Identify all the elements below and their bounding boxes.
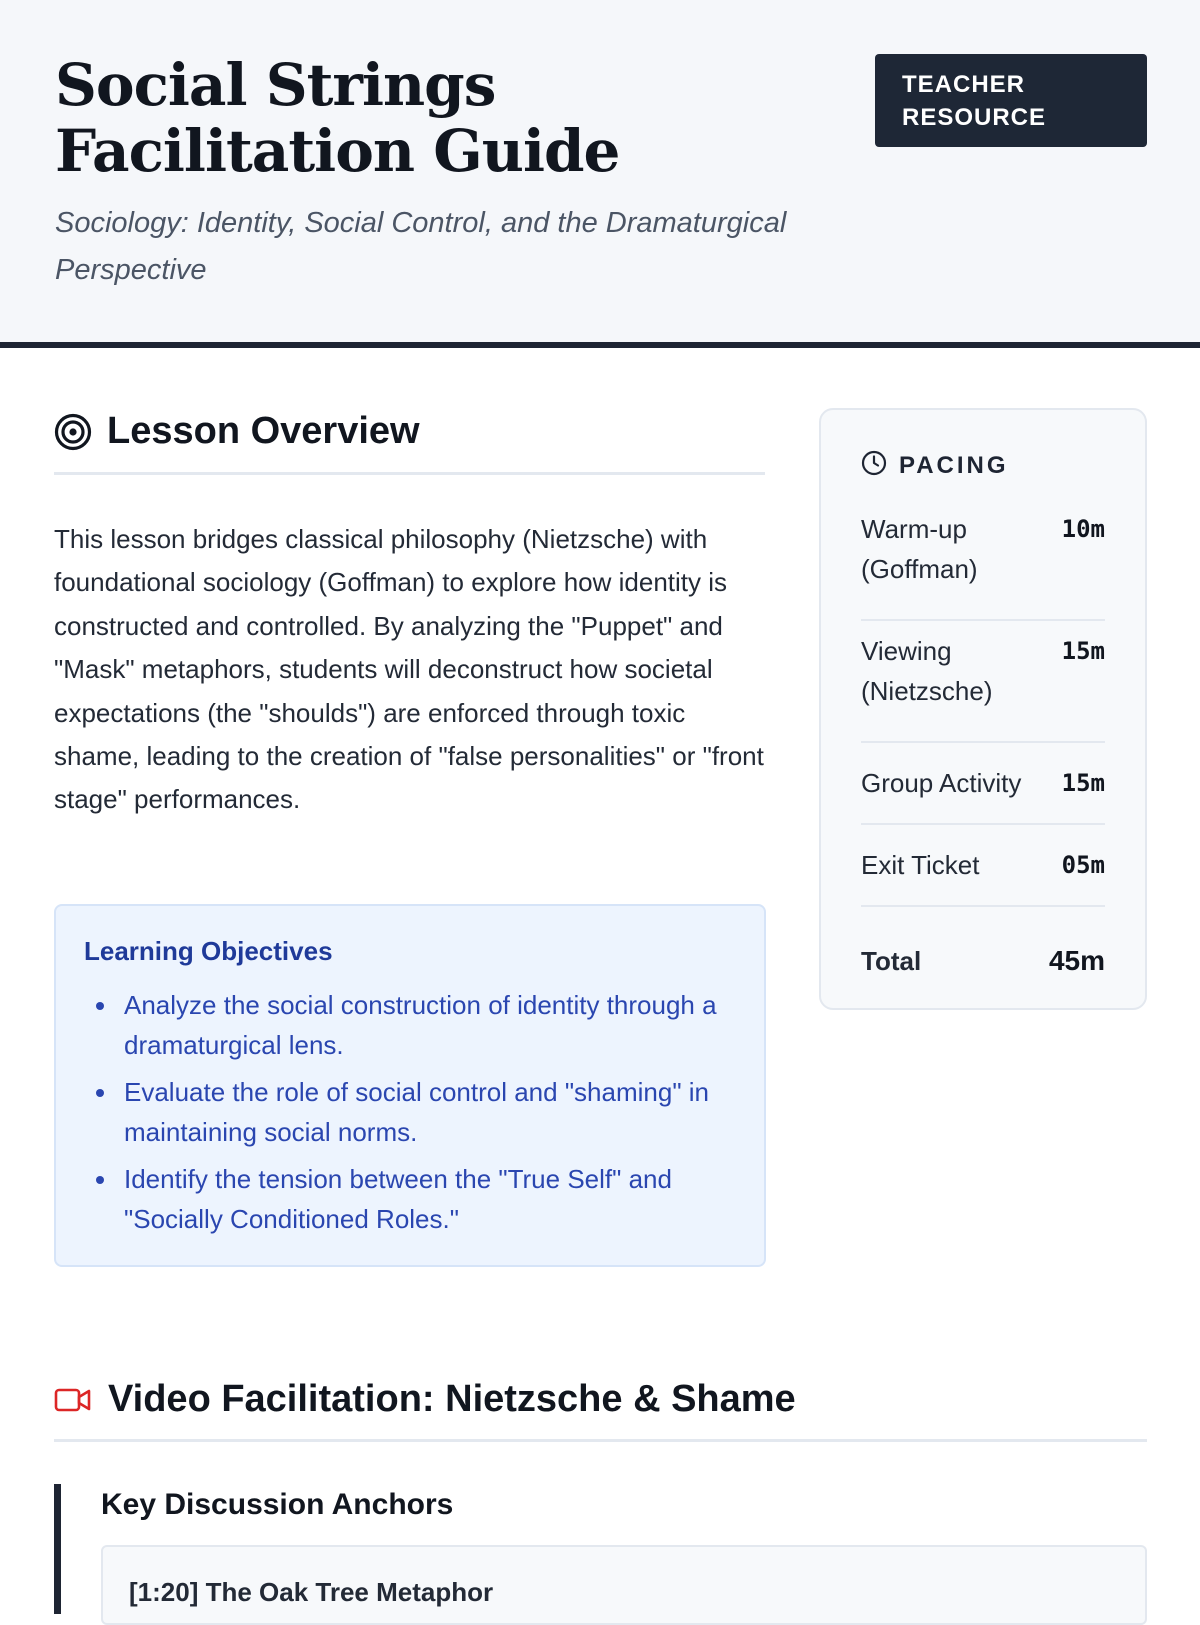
pacing-row (861, 621, 1105, 743)
learning-objectives-list (84, 985, 736, 1239)
video-facilitation-header (54, 1378, 796, 1421)
learning-objectives-title: Learning Objectives (84, 936, 333, 966)
pacing-total-label: Total (861, 946, 922, 976)
page-header (0, 0, 1200, 348)
video-facilitation-heading: Video Facilitation: Nietzsche & Shame (108, 1378, 796, 1420)
discussion-anchor-card (101, 1545, 1147, 1625)
discussion-anchor-title: [1:20] The Oak Tree Metaphor (129, 1577, 494, 1607)
pacing-row (861, 825, 1105, 907)
divider (54, 472, 765, 475)
pacing-header (861, 450, 1105, 481)
page-title: Social Strings Facilitation Guide (55, 51, 620, 185)
divider (54, 1439, 1147, 1442)
lesson-overview-header (54, 410, 420, 453)
page-subtitle: Sociology: Identity, Social Control, and the Dramaturgical Perspective (55, 207, 787, 286)
anchors-accent-bar (54, 1484, 61, 1614)
clock-icon (861, 450, 887, 481)
pacing-row-label: Warm-up (Goffman) (861, 514, 978, 584)
pacing-row-value: 15m (1061, 769, 1105, 797)
pacing-card (819, 408, 1147, 1010)
learning-objectives-box (54, 904, 766, 1267)
teacher-resource-badge: TEACHER RESOURCE (875, 54, 1147, 147)
objective-item: Identify the tension between the "True Self" and "Socially Conditioned Roles." (84, 1159, 736, 1239)
lesson-overview-heading: Lesson Overview (107, 410, 420, 452)
pacing-total-row (861, 907, 1105, 981)
objective-item: Analyze the social construction of identity through a dramaturgical lens. (84, 985, 736, 1065)
lesson-overview-text: This lesson bridges classical philosophy (Nietzsche) with foundational sociology (Goffman) to explore how identity is constructed and controlled. By analyzing the "Puppet" and "Mask" metaphors, students will deconstruct how societal expectations (the "shoulds") are enforced through toxic shame, leading to the creation of "false personalities" or "front stage" performances. (54, 524, 764, 815)
objective-item: Evaluate the role of social control and "shaming" in maintaining social norms. (84, 1072, 736, 1152)
pacing-row-label: Group Activity (861, 768, 1022, 798)
pacing-label: PACING (899, 451, 1009, 479)
pacing-row (861, 743, 1105, 825)
video-camera-icon (54, 1386, 92, 1414)
pacing-row-value: 10m (1061, 515, 1105, 543)
target-icon (54, 413, 92, 451)
key-discussion-anchors-title: Key Discussion Anchors (101, 1488, 454, 1521)
pacing-total-value: 45m (1048, 945, 1105, 976)
pacing-row-label: Viewing (Nietzsche) (861, 636, 993, 706)
pacing-row-value: 15m (1061, 637, 1105, 665)
pacing-row (861, 499, 1105, 621)
pacing-row-value: 05m (1061, 851, 1105, 879)
pacing-row-label: Exit Ticket (861, 850, 980, 880)
